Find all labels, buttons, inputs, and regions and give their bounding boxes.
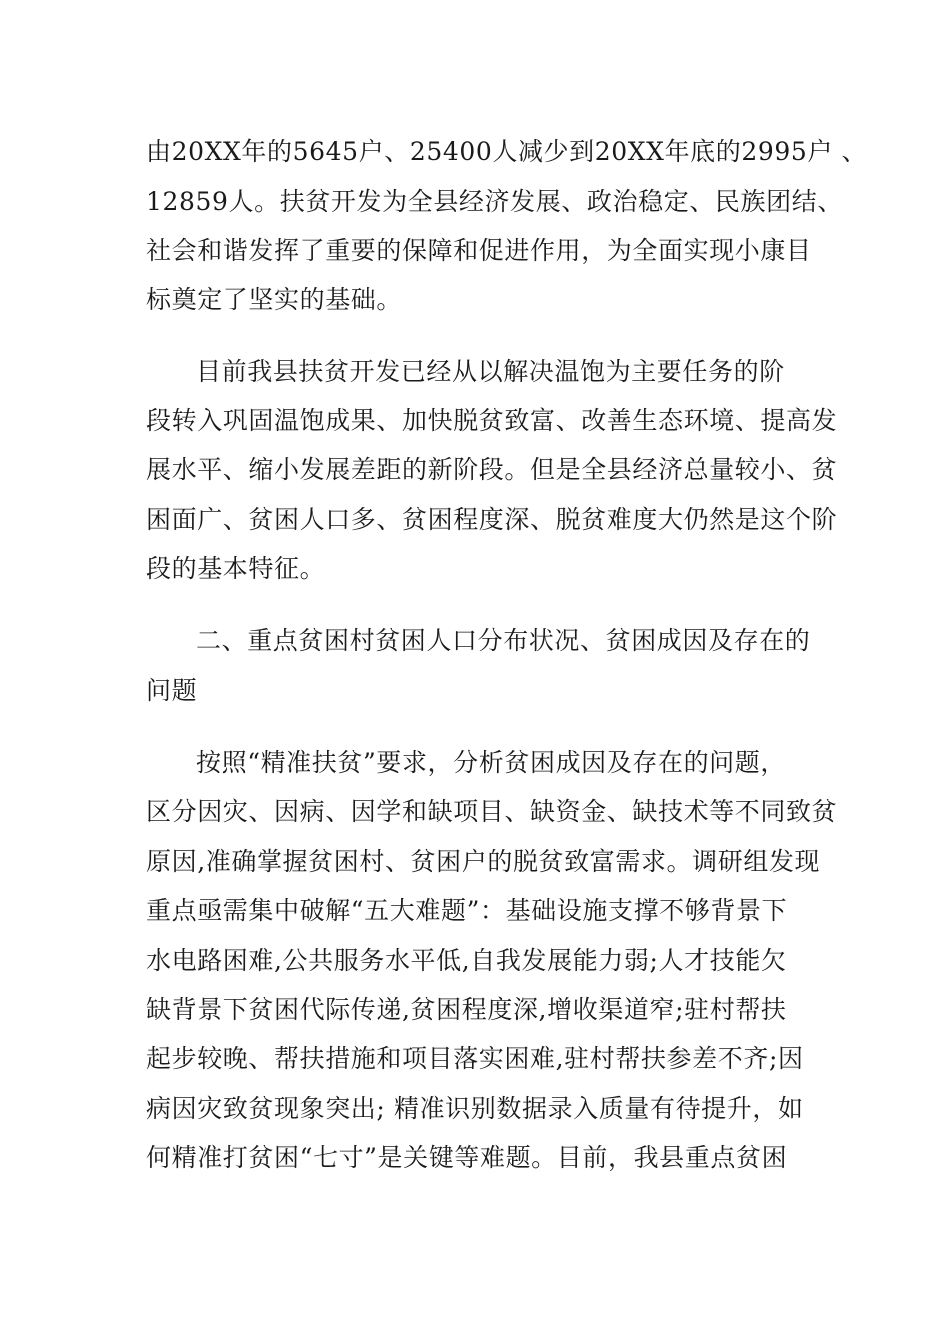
paragraph-2-line-3: 展水平、缩小发展差距的新阶段。但是全县经济总量较小、贫 (146, 455, 838, 484)
paragraph-1-line-3: 社会和谐发挥了重要的保障和促进作用，为全面实现小康目 (146, 236, 812, 265)
section-heading-line-1: 二、重点贫困村贫困人口分布状况、贫困成因及存在的 (196, 626, 811, 655)
section-heading-line-2: 问题 (146, 676, 198, 705)
paragraph-2-line-2: 段转入巩固温饱成果、加快脱贫致富、改善生态环境、提高发 (146, 406, 838, 435)
paragraph-1-line-1: 由20XX年的5645户、25400人减少到20XX年底的2995户 、 (146, 137, 868, 166)
paragraph-4-line-6: 缺背景下贫困代际传递,贫困程度深,增收渠道窄;驻村帮扶 (146, 995, 787, 1024)
paragraph-2-line-4: 困面广、贫困人口多、贫困程度深、脱贫难度大仍然是这个阶 (146, 505, 838, 534)
paragraph-4-line-4: 重点亟需集中破解“五大难题”：基础设施支撑不够背景下 (146, 896, 788, 925)
paragraph-4-line-9: 何精准打贫困“七寸”是关键等难题。目前，我县重点贫困 (146, 1143, 788, 1172)
paragraph-4-line-8: 病因灾致贫现象突出; 精准识别数据录入质量有待提升，如 (146, 1094, 804, 1123)
paragraph-4-line-2: 区分因灾、因病、因学和缺项目、缺资金、缺技术等不同致贫 (146, 797, 838, 826)
paragraph-4-line-3: 原因,准确掌握贫困村、贫困户的脱贫致富需求。调研组发现 (146, 847, 821, 876)
paragraph-1-line-2: 12859人。扶贫开发为全县经济发展、政治稳定、民族团结、 (146, 187, 843, 216)
paragraph-2-line-5: 段的基本特征。 (146, 554, 326, 583)
paragraph-1-line-4: 标奠定了坚实的基础。 (146, 285, 403, 314)
paragraph-4-line-1: 按照“精准扶贫”要求，分析贫困成因及存在的问题， (196, 748, 786, 777)
paragraph-4-line-5: 水电路困难,公共服务水平低,自我发展能力弱;人才技能欠 (146, 946, 787, 975)
paragraph-2-line-1: 目前我县扶贫开发已经从以解决温饱为主要任务的阶 (196, 357, 785, 386)
paragraph-4-line-7: 起步较晚、帮扶措施和项目落实困难,驻村帮扶参差不齐;因 (146, 1044, 804, 1073)
